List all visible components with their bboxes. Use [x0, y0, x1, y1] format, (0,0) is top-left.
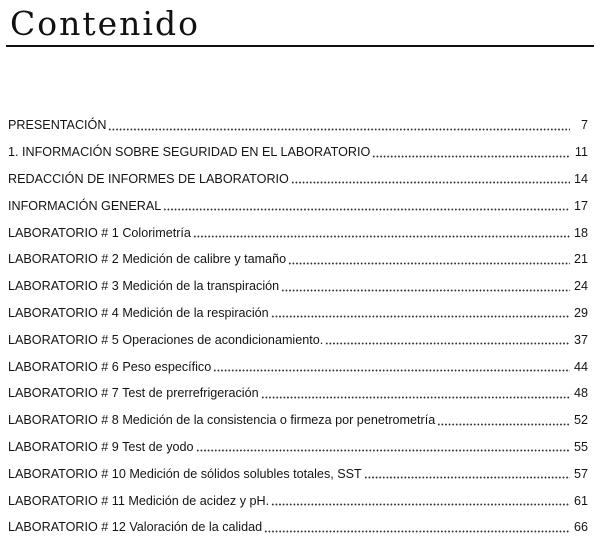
- toc-entry-title: LABORATORIO # 3 Medición de la transpiración: [8, 279, 280, 294]
- toc-entry[interactable]: [0, 246, 600, 273]
- table-of-contents: [0, 112, 600, 541]
- toc-dot-leader: [364, 476, 570, 479]
- toc-entry-title: LABORATORIO # 10 Medición de sólidos solubles totales, SST: [8, 466, 362, 481]
- toc-entry[interactable]: [0, 300, 600, 327]
- toc-entry[interactable]: [0, 434, 600, 461]
- toc-entry[interactable]: [0, 273, 600, 300]
- toc-entry-page-number: 55: [573, 439, 588, 454]
- page-title: Contenido: [10, 4, 200, 43]
- toc-entry-title: REDACCIÓN DE INFORMES DE LABORATORIO: [8, 171, 289, 186]
- toc-dot-leader: [108, 128, 570, 131]
- toc-entry-page-number: 17: [573, 198, 588, 213]
- toc-entry-page-number: 57: [573, 466, 588, 481]
- toc-dot-leader: [281, 289, 570, 292]
- toc-dot-leader: [196, 449, 571, 452]
- toc-entry-page-number: 37: [573, 332, 588, 347]
- toc-dot-leader: [372, 155, 570, 158]
- title-underline: [6, 45, 594, 47]
- toc-entry-title: LABORATORIO # 8 Medición de la consistencia o firmeza por penetrometría: [8, 413, 436, 428]
- toc-dot-leader: [271, 315, 570, 318]
- toc-entry[interactable]: [0, 353, 600, 380]
- toc-entry[interactable]: [0, 219, 600, 246]
- toc-dot-leader: [437, 423, 570, 426]
- toc-entry-page-number: 11: [574, 145, 588, 160]
- toc-entry-page-number: 61: [573, 493, 588, 508]
- page-header: [0, 0, 600, 60]
- toc-entry-page-number: 18: [573, 225, 588, 240]
- toc-entry-page-number: 66: [573, 520, 588, 535]
- toc-entry[interactable]: [0, 139, 600, 166]
- toc-entry-page-number: 7: [580, 118, 588, 133]
- toc-dot-leader: [288, 262, 570, 265]
- toc-entry-page-number: 52: [573, 413, 588, 428]
- toc-entry-title: LABORATORIO # 9 Test de yodo: [8, 439, 194, 454]
- toc-entry[interactable]: [0, 487, 600, 514]
- toc-entry[interactable]: [0, 407, 600, 434]
- toc-entry-title: LABORATORIO # 6 Peso específico: [8, 359, 212, 374]
- toc-entry-title: LABORATORIO # 1 Colorimetría: [8, 225, 191, 240]
- toc-dot-leader: [261, 396, 570, 399]
- toc-entry[interactable]: [0, 380, 600, 407]
- toc-entry-title: PRESENTACIÓN: [8, 118, 107, 133]
- toc-entry-title: LABORATORIO # 2 Medición de calibre y tamaño: [8, 252, 287, 267]
- toc-entry[interactable]: [0, 326, 600, 353]
- toc-entry[interactable]: [0, 192, 600, 219]
- toc-dot-leader: [271, 503, 570, 506]
- toc-entry[interactable]: [0, 460, 600, 487]
- toc-dot-leader: [213, 369, 570, 372]
- toc-dot-leader: [264, 530, 570, 533]
- toc-entry-title: LABORATORIO # 12 Valoración de la calidad: [8, 520, 263, 535]
- toc-entry-page-number: 21: [573, 252, 588, 267]
- toc-entry-title: INFORMACIÓN GENERAL: [8, 198, 162, 213]
- toc-entry-page-number: 44: [573, 359, 588, 374]
- toc-entry[interactable]: [0, 166, 600, 193]
- toc-dot-leader: [193, 235, 570, 238]
- toc-dot-leader: [163, 208, 570, 211]
- toc-entry-page-number: 14: [573, 171, 588, 186]
- toc-entry[interactable]: [0, 112, 600, 139]
- toc-entry-page-number: 48: [573, 386, 588, 401]
- toc-entry-title: LABORATORIO # 5 Operaciones de acondicionamiento.: [8, 332, 324, 347]
- toc-entry-page-number: 29: [573, 305, 588, 320]
- toc-dot-leader: [325, 342, 570, 345]
- toc-entry-title: 1. INFORMACIÓN SOBRE SEGURIDAD EN EL LABORATORIO: [8, 145, 371, 160]
- toc-entry-title: LABORATORIO # 4 Medición de la respiración: [8, 305, 269, 320]
- toc-entry-page-number: 24: [573, 279, 588, 294]
- toc-entry[interactable]: [0, 514, 600, 541]
- toc-dot-leader: [291, 181, 570, 184]
- toc-entry-title: LABORATORIO # 11 Medición de acidez y pH.: [8, 493, 270, 508]
- toc-entry-title: LABORATORIO # 7 Test de prerrefrigeración: [8, 386, 259, 401]
